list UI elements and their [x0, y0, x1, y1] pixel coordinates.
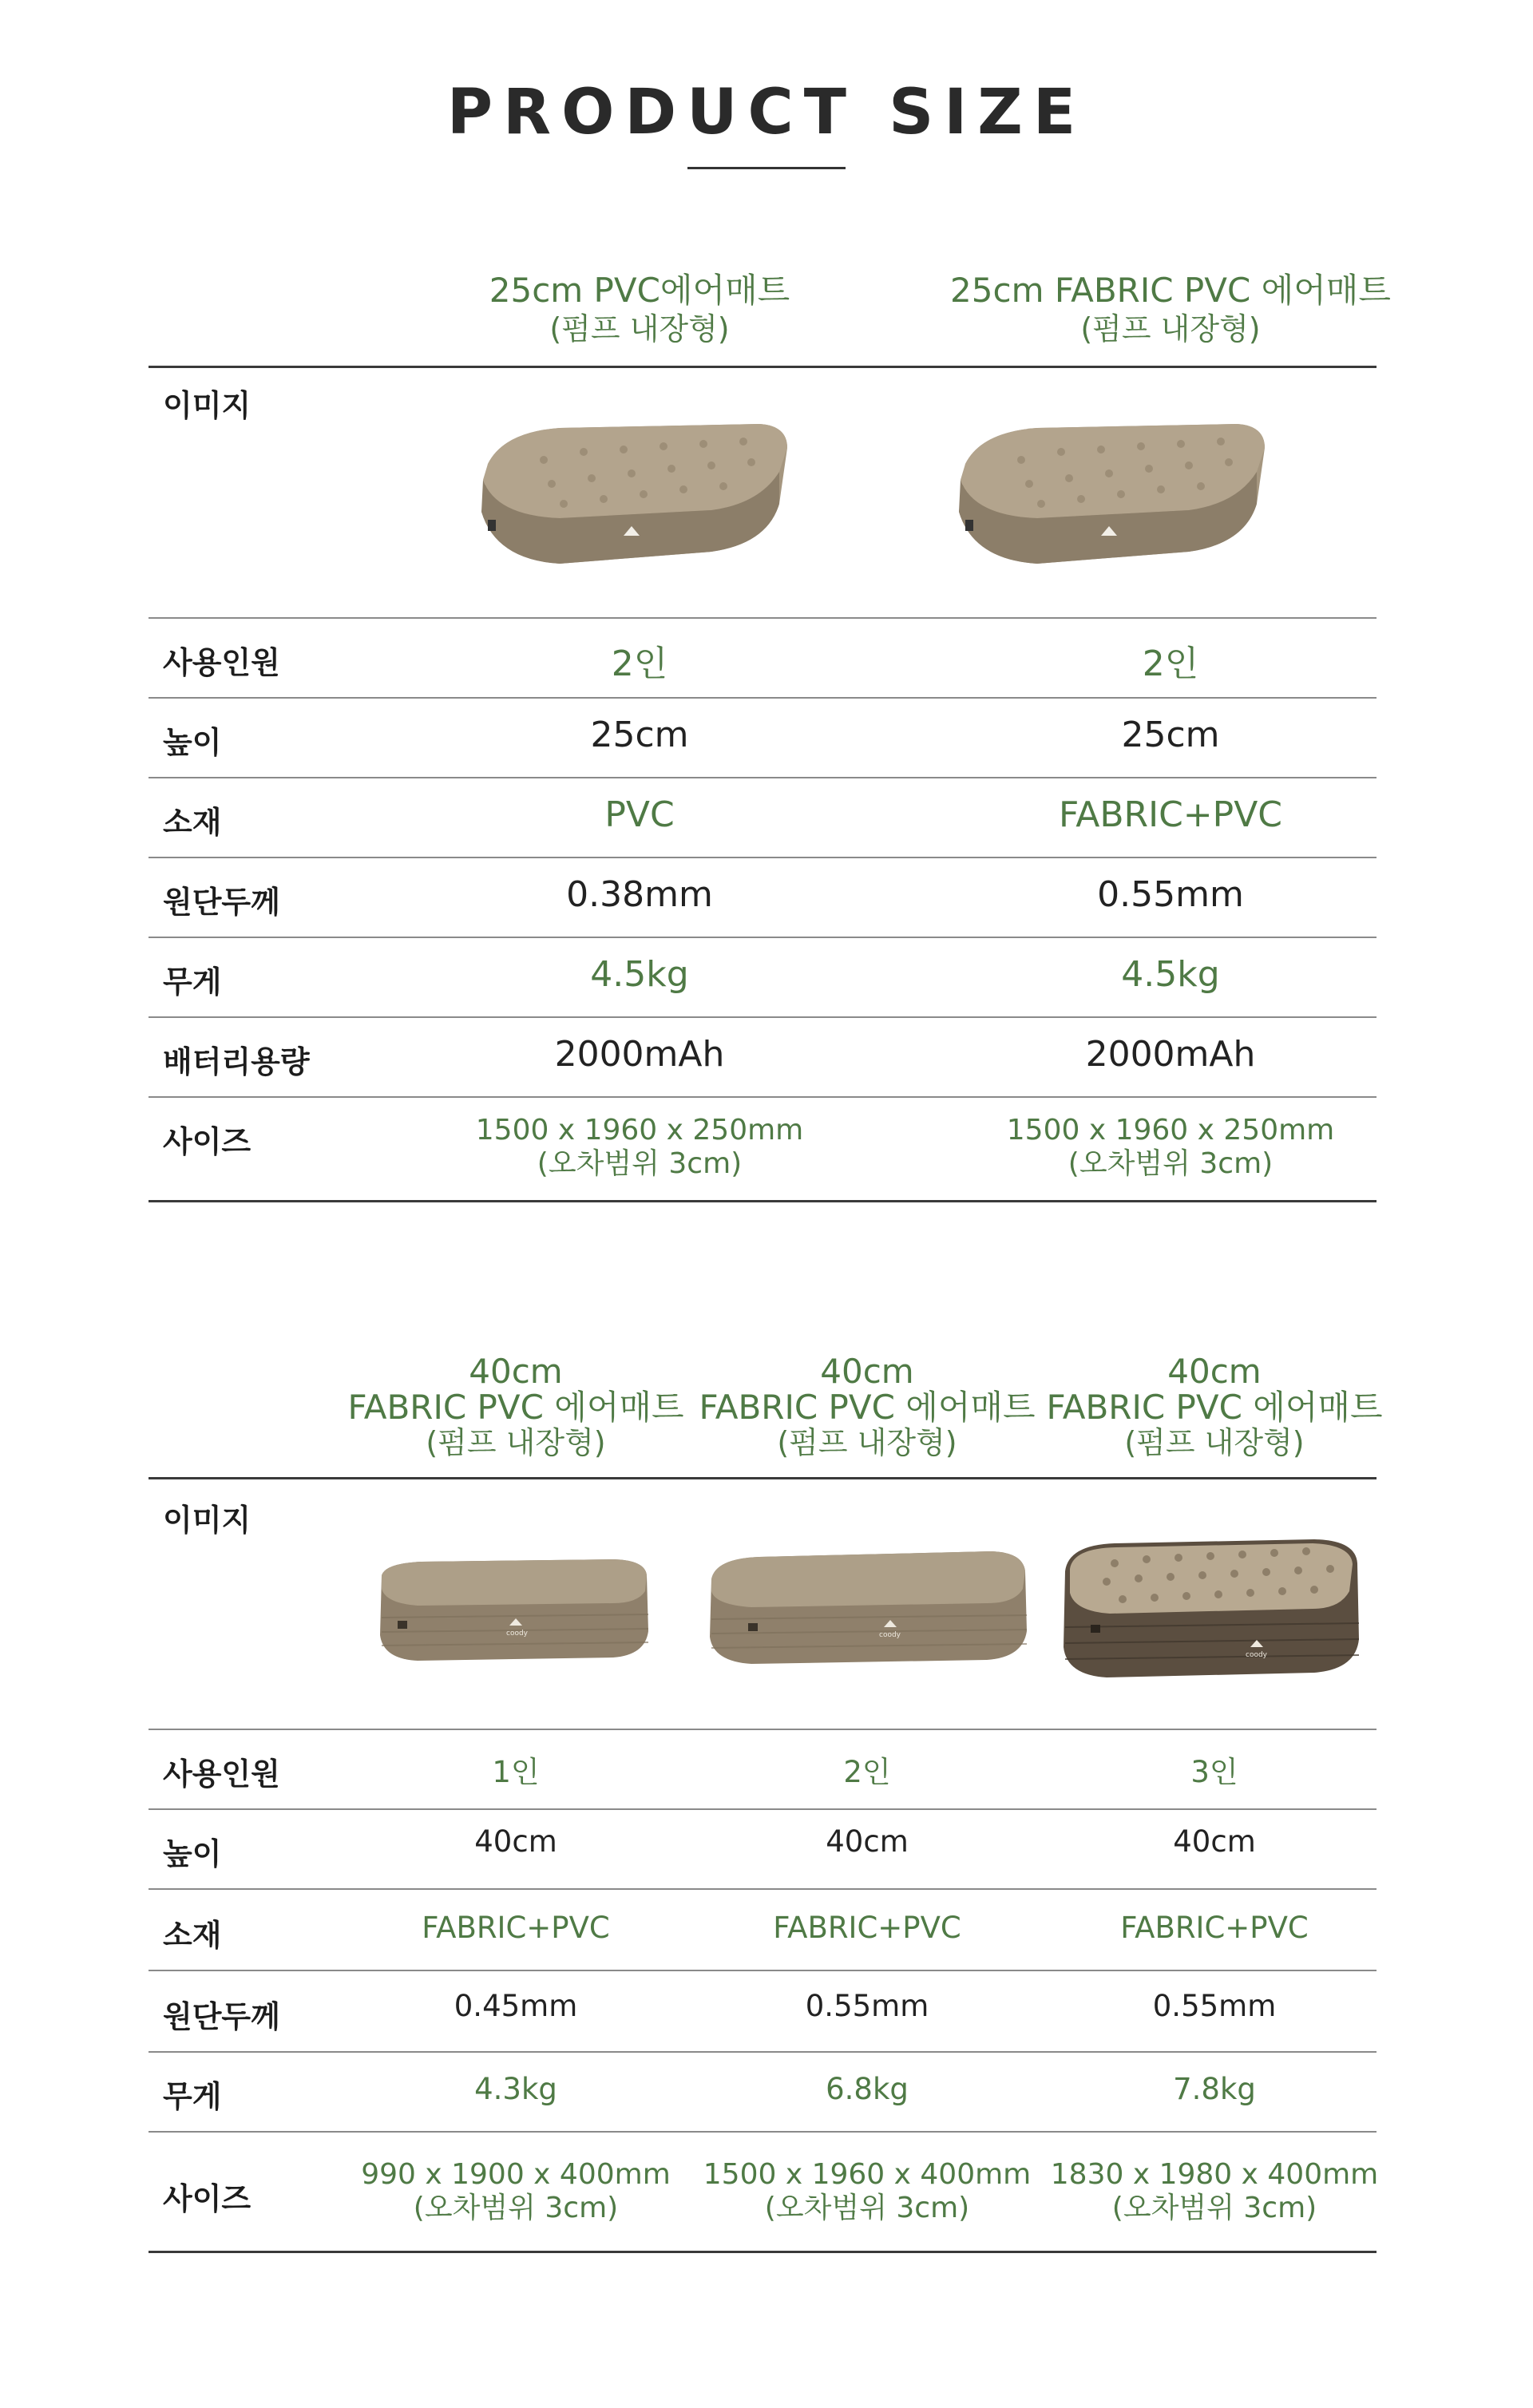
header-subtitle: (펌프 내장형)	[426, 1425, 606, 1460]
column-header	[340, 1353, 691, 1461]
brand-mark: coody	[1246, 1651, 1267, 1659]
cell-battery: 2000mAh	[554, 1034, 725, 1075]
spec-table-40cm	[149, 1349, 1383, 2267]
row-label: 사용인원	[163, 645, 280, 680]
column-header	[452, 271, 827, 348]
header-title: 25cm PVC에어매트	[489, 271, 790, 310]
table-row-users	[149, 617, 1377, 699]
table-row-height	[149, 1808, 1377, 1890]
row-label: 원단두께	[163, 885, 280, 920]
size-tolerance-note: (오차범위 3cm)	[413, 2192, 619, 2224]
cell-height: 25cm	[590, 715, 689, 755]
cell-material: PVC	[604, 794, 675, 835]
cell-weight: 4.5kg	[1121, 954, 1220, 995]
air-mattress-25cm-fabric-image	[949, 416, 1269, 588]
cell-users: 2인	[611, 644, 668, 684]
size-dimensions: 1830 x 1980 x 400mm	[1050, 2158, 1379, 2191]
air-mattress-40cm-double-image	[703, 1547, 1031, 1671]
header-height: 40cm	[820, 1352, 914, 1391]
header-title: 25cm FABRIC PVC 에어매트	[950, 271, 1391, 310]
table-row-weight	[149, 937, 1377, 1018]
table-row-weight	[149, 2051, 1377, 2133]
cell-users: 1인	[492, 1755, 540, 1789]
header-subtitle: (펌프 내장형)	[777, 1425, 957, 1460]
row-label: 사용인원	[163, 1756, 280, 1792]
size-dimensions: 1500 x 1960 x 400mm	[703, 2158, 1032, 2191]
cell-weight: 6.8kg	[826, 2072, 909, 2106]
row-label: 높이	[163, 1836, 222, 1871]
cell-users: 2인	[843, 1755, 891, 1789]
air-mattress-40cm-queen-image	[1059, 1535, 1362, 1683]
title-underline	[687, 167, 846, 169]
size-tolerance-note: (오차범위 3cm)	[764, 2192, 970, 2224]
row-label: 배터리용량	[163, 1044, 310, 1079]
cell-material: FABRIC+PVC	[773, 1911, 961, 1945]
cell-users: 2인	[1142, 644, 1199, 684]
table-row-image	[149, 1477, 1377, 1731]
cell-height: 40cm	[1173, 1824, 1256, 1859]
cell-height: 40cm	[474, 1824, 557, 1859]
cell-material: FABRIC+PVC	[422, 1911, 610, 1945]
cell-weight: 4.5kg	[590, 954, 689, 995]
cell-thickness: 0.55mm	[1152, 1989, 1277, 2023]
table-row-size	[149, 2131, 1377, 2253]
header-title: FABRIC PVC 에어매트	[1046, 1388, 1383, 1427]
spec-table-25cm	[149, 263, 1391, 1206]
page-title: PRODUCT SIZE	[446, 77, 1087, 149]
brand-mark: coody	[879, 1631, 901, 1639]
cell-size	[452, 1114, 827, 1181]
size-dimensions: 1500 x 1960 x 250mm	[475, 1114, 804, 1147]
table-row-height	[149, 697, 1377, 778]
row-label: 소재	[163, 1918, 222, 1953]
column-header	[915, 271, 1426, 348]
cell-users: 3인	[1190, 1755, 1238, 1789]
cell-size	[931, 1114, 1410, 1181]
air-mattress-25cm-pvc-image	[472, 416, 791, 588]
product-image	[703, 1547, 1031, 1674]
table-row-size	[149, 1096, 1377, 1202]
header-height: 40cm	[469, 1352, 563, 1391]
table-row-material	[149, 1888, 1377, 1971]
row-label: 이미지	[163, 388, 252, 423]
row-label: 높이	[163, 725, 222, 760]
air-mattress-40cm-single-image	[374, 1555, 653, 1667]
product-image	[374, 1555, 653, 1670]
size-tolerance-note: (오차범위 3cm)	[537, 1147, 743, 1180]
header-title: FABRIC PVC 에어매트	[699, 1388, 1036, 1427]
table-row-battery	[149, 1016, 1377, 1098]
row-label: 사이즈	[163, 1124, 252, 1159]
cell-thickness: 0.38mm	[566, 874, 713, 915]
cell-size	[691, 2158, 1043, 2225]
cell-weight: 7.8kg	[1173, 2072, 1256, 2106]
cell-size	[1039, 2158, 1390, 2225]
row-label: 이미지	[163, 1503, 252, 1538]
table-row-users	[149, 1729, 1377, 1810]
column-header	[691, 1353, 1043, 1461]
product-image	[949, 416, 1269, 591]
cell-height: 25cm	[1121, 715, 1220, 755]
header-title: FABRIC PVC 에어매트	[347, 1388, 684, 1427]
size-dimensions: 1500 x 1960 x 250mm	[1006, 1114, 1335, 1147]
column-header	[1039, 1353, 1390, 1461]
table-row-thickness	[149, 857, 1377, 938]
product-image	[472, 416, 791, 591]
row-label: 소재	[163, 805, 222, 840]
cell-battery: 2000mAh	[1085, 1034, 1256, 1075]
table-row-thickness	[149, 1970, 1377, 2053]
size-tolerance-note: (오차범위 3cm)	[1068, 1147, 1274, 1180]
row-label: 사이즈	[163, 2181, 252, 2216]
cell-thickness: 0.55mm	[805, 1989, 929, 2023]
header-subtitle: (펌프 내장형)	[549, 311, 730, 347]
cell-height: 40cm	[826, 1824, 909, 1859]
header-height: 40cm	[1167, 1352, 1262, 1391]
size-tolerance-note: (오차범위 3cm)	[1111, 2192, 1317, 2224]
row-label: 원단두께	[163, 1999, 280, 2034]
row-label: 무게	[163, 2079, 222, 2114]
header-subtitle: (펌프 내장형)	[1124, 1425, 1305, 1460]
cell-material: FABRIC+PVC	[1120, 1911, 1309, 1945]
row-label: 무게	[163, 964, 222, 1000]
header-subtitle: (펌프 내장형)	[1080, 311, 1261, 347]
cell-thickness: 0.55mm	[1097, 874, 1244, 915]
brand-mark: coody	[506, 1630, 528, 1638]
cell-weight: 4.3kg	[474, 2072, 557, 2106]
product-image	[1059, 1535, 1362, 1686]
size-dimensions: 990 x 1900 x 400mm	[361, 2158, 671, 2191]
table-row-image	[149, 366, 1377, 620]
cell-material: FABRIC+PVC	[1058, 794, 1283, 835]
table-row-material	[149, 777, 1377, 858]
cell-size	[340, 2158, 691, 2225]
cell-thickness: 0.45mm	[454, 1989, 578, 2023]
